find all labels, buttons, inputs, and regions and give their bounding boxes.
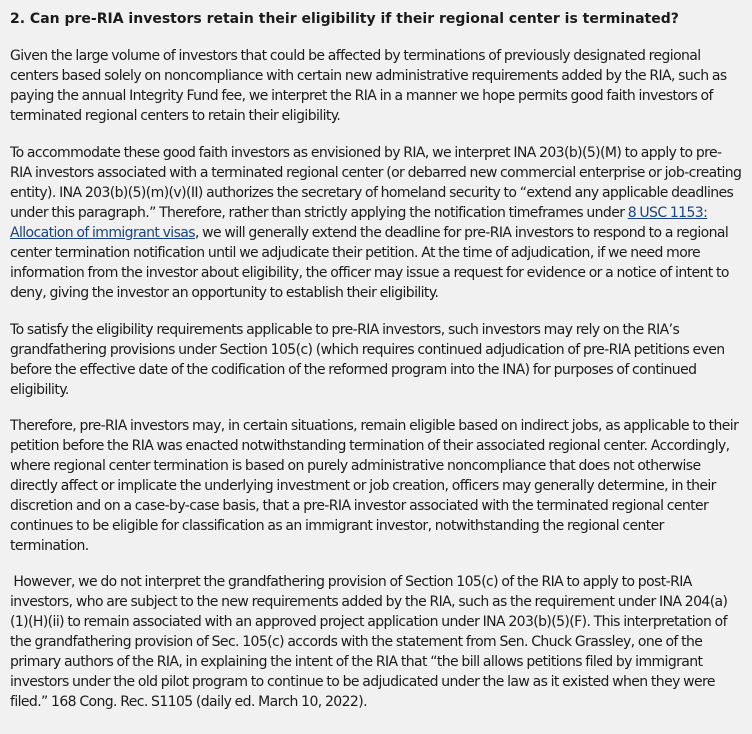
paragraph-2-text-start: To accommodate these good faith investors as envisioned by RIA, we interpret INA 203(b)(5)(M) to apply to pre-RIA investors associated with a terminated regional center (or debarred new commercial enterprise or job-creating entity). INA 203(b)(5)(m)(v)(II) authorizes the secretary of homeland security to “extend any applicable deadlines under this paragraph.” Therefore, rather than strictly applying the notification timeframes under [10,145,742,221]
paragraph-1: Given the large volume of investors that could be affected by terminations of previously designated regional centers based solely on noncompliance with certain new administrative requirements added by the RIA, such as paying the annual Integrity Fund fee, we interpret the RIA in a manner we hope permits good faith investors of terminated regional centers to retain their eligibility. [10,48,727,124]
usc-1153-link[interactable]: 8 USC 1153: Allocation of immigrant visas [10,205,708,241]
paragraph-4: Therefore, pre-RIA investors may, in certain situations, remain eligible based on indirect jobs, as applicable to their petition before the RIA was enacted notwithstanding termination of their associated regional center. Accordingly, where regional center termination is based on purely administrative noncompliance that does not otherwise directly affect or implicate the underlying investment or job creation, officers may generally determine, in their discretion and on a case-by-case basis, that a pre-RIA investor associated with the terminated regional center continues to be eligible for classification as an immigrant investor, notwithstanding the regional center termination. [10,418,739,554]
faq-article [10,0,742,712]
paragraph-3: To satisfy the eligibility requirements applicable to pre-RIA investors, such investors may rely on the RIA’s grandfathering provisions under Section 105(c) (which requires continued adjudication of pre-RIA petitions even before the effective date of the codification of the reformed program into the INA) for purposes of continued eligibility. [10,322,725,398]
paragraph-2 [10,143,742,303]
paragraph-5: However, we do not interpret the grandfathering provision of Section 105(c) of the RIA to apply to post-RIA investors, who are subject to the new requirements added by the RIA, such as the requirement under INA 204(a)(1)(H)(ii) to remain associated with an approved project application under INA 203(b)(5)(F). This interpretation of the grandfathering provision of Sec. 105(c) accords with the statement from Sen. Chuck Grassley, one of the primary authors of the RIA, in explaining the intent of the RIA that “the bill allows petitions filed by immigrant investors under the old pilot program to continue to be adjudicated under the law as it existed when they were filed.” 168 Cong. Rec. S1105 (daily ed. March 10, 2022). [10,574,728,710]
paragraph-2-text-end: , we will generally extend the deadline for pre-RIA investors to respond to a regional center termination notification until we adjudicate their petition. At the time of adjudication, if we need more information from the investor about eligibility, the officer may issue a request for evidence or a notice of intent to deny, giving the investor an opportunity to establish their eligibility. [10,225,729,301]
question-heading: 2. Can pre-RIA investors retain their eligibility if their regional center is terminated? [10,11,679,27]
